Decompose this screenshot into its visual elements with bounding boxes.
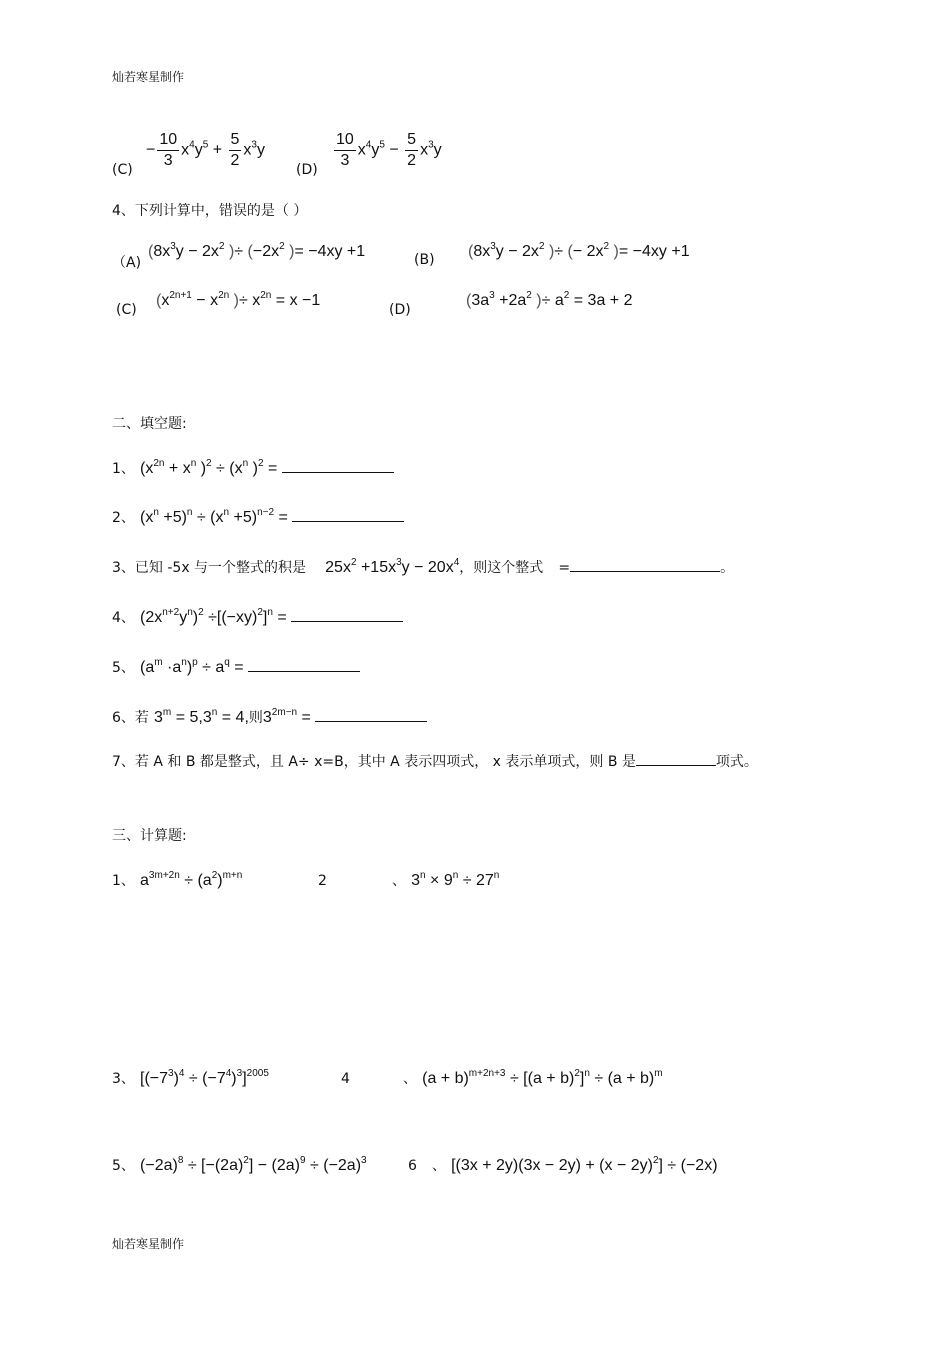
q3-option-c-expression: − $\frac{10}{3}$ $x^4y^5$ + $\frac{5}{2}$ $x^3y$ xyxy=(146,131,265,169)
calc-item-3: 3、 $[(-7^3)^4 \div (-7^4)^3]^{2005}$ xyxy=(112,1068,269,1087)
fill-item-3-eq: = xyxy=(558,560,571,576)
fill-item-1: 1、 ($x^{2n} + x^n$ )$^2 \div (x^n$ )$^2$ = xyxy=(112,458,394,478)
footer-maker: 灿若寒星制作 xyxy=(112,1237,185,1251)
fill-item-2: 2、 $(x^n +5)^n \div (x^n +5)^{n-2}$ = xyxy=(112,507,404,527)
calc-item-6-num: 6 xyxy=(408,1158,417,1174)
calc-item-5: 5、 $(-2a)^8 \div [-(2a)^2] - (2a)^9 \div (-2a)^3$ xyxy=(112,1155,367,1174)
calc-item-5-num: 5、 xyxy=(112,1158,135,1174)
calc-item-2: 2 、 $3^n \times 9^n \div 27^n$ xyxy=(318,870,500,889)
fill-item-4: 4、 $(2x^{n+2}y^n)^2 \div[(-xy)^2]^n$ = xyxy=(112,607,403,627)
header-maker: 灿若寒星制作 xyxy=(112,70,185,84)
fill-item-6-prefix: 6、若 xyxy=(112,710,149,726)
section2-title: 二、填空题: xyxy=(112,416,187,432)
fill-blank-5[interactable] xyxy=(248,657,360,672)
fill-item-1-num: 1、 xyxy=(112,461,135,477)
fill-item-6: 6、若 $3^m = 5,3^n = 4$,则$3^{2m-n}$ = xyxy=(112,707,427,727)
q4-option-d-label: (D) xyxy=(389,302,411,318)
q3-option-c-label: (C) xyxy=(112,162,133,178)
fill-blank-6[interactable] xyxy=(315,707,427,722)
fill-blank-7[interactable] xyxy=(636,751,716,766)
q4-stem: 4、下列计算中，错误的是（ ） xyxy=(112,203,308,219)
calc-item-3-num: 3、 xyxy=(112,1071,135,1087)
calc-item-4-sep: 、 xyxy=(403,1071,418,1087)
q4-option-c-label: (C) xyxy=(116,302,137,318)
fill-blank-1[interactable] xyxy=(282,458,394,473)
fill-item-4-num: 4、 xyxy=(112,610,135,626)
calc-item-6: 6 、 $[(3x + 2y)(3x - 2y) + (x - 2y)^2] \div (-2x)$ xyxy=(408,1155,718,1174)
fill-item-3-end: 。 xyxy=(720,560,735,576)
fill-item-7-text: 7、若 A 和 B 都是整式，且 A÷ x=B，其中 A 表示四项式， x 表示单项式，则 B 是 xyxy=(112,754,636,770)
calc-item-2-num: 2 xyxy=(318,873,327,889)
fill-item-3: 3、已知 -5x 与一个整式的积是 $25x^2 +15x^3y - 20x^4$，则这个整式 = 。 xyxy=(112,557,735,576)
fill-item-7-end: 项式。 xyxy=(715,754,758,770)
calc-item-1-num: 1、 xyxy=(112,873,135,889)
q3-option-d-label: (D) xyxy=(296,162,318,178)
q4-option-c-expression: ($x^{2n+1} - x^{2n}$ )÷ $x^{2n} = x -1$ xyxy=(156,290,321,309)
q4-option-a-label: （A) xyxy=(112,255,142,271)
q4-option-d-expression: ($3a^3 +2a^2$ )÷ $a^2 = 3a + 2$ xyxy=(466,290,633,309)
q4-option-a-expression: ($8x^3y - 2x^2$ )÷ ($-2x^2$ )= −4xy +1 xyxy=(148,241,366,260)
fill-item-3-suffix: ，则这个整式 xyxy=(459,560,544,576)
fill-item-5-num: 5、 xyxy=(112,660,135,676)
section3-title: 三、计算题: xyxy=(112,828,187,844)
calc-item-4: 4 、 $(a + b)^{m+2n+3} \div [(a + b)^2]^n \div (a + b)^m$ xyxy=(341,1068,663,1087)
calc-item-2-sep: 、 xyxy=(392,873,407,889)
fill-blank-3[interactable] xyxy=(570,557,720,572)
fill-item-6-then: 则 xyxy=(248,710,263,726)
fill-blank-4[interactable] xyxy=(291,607,403,622)
calc-item-4-num: 4 xyxy=(341,1071,350,1087)
fill-blank-2[interactable] xyxy=(292,507,404,522)
fill-item-2-num: 2、 xyxy=(112,510,135,526)
q4-option-b-label: (B) xyxy=(414,252,435,268)
q3-option-d-expression: $\frac{10}{3}$ $x^4y^5$ − $\frac{5}{2}$ $x^3y$ xyxy=(336,131,442,169)
fill-item-3-prefix: 3、已知 -5x 与一个整式的积是 xyxy=(112,560,307,576)
q4-option-b-expression: ($8x^3y - 2x^2$ )÷ (− $2x^2$ )= −4xy +1 xyxy=(468,241,690,260)
calc-item-6-sep: 、 xyxy=(432,1158,447,1174)
fill-item-5: 5、 $(a^m \cdot a^n)^p \div a^q$ = xyxy=(112,657,360,677)
fill-item-7 xyxy=(112,751,758,771)
calc-item-1: 1、 $a^{3m+2n} \div (a^2)^{m+n}$ xyxy=(112,870,243,889)
